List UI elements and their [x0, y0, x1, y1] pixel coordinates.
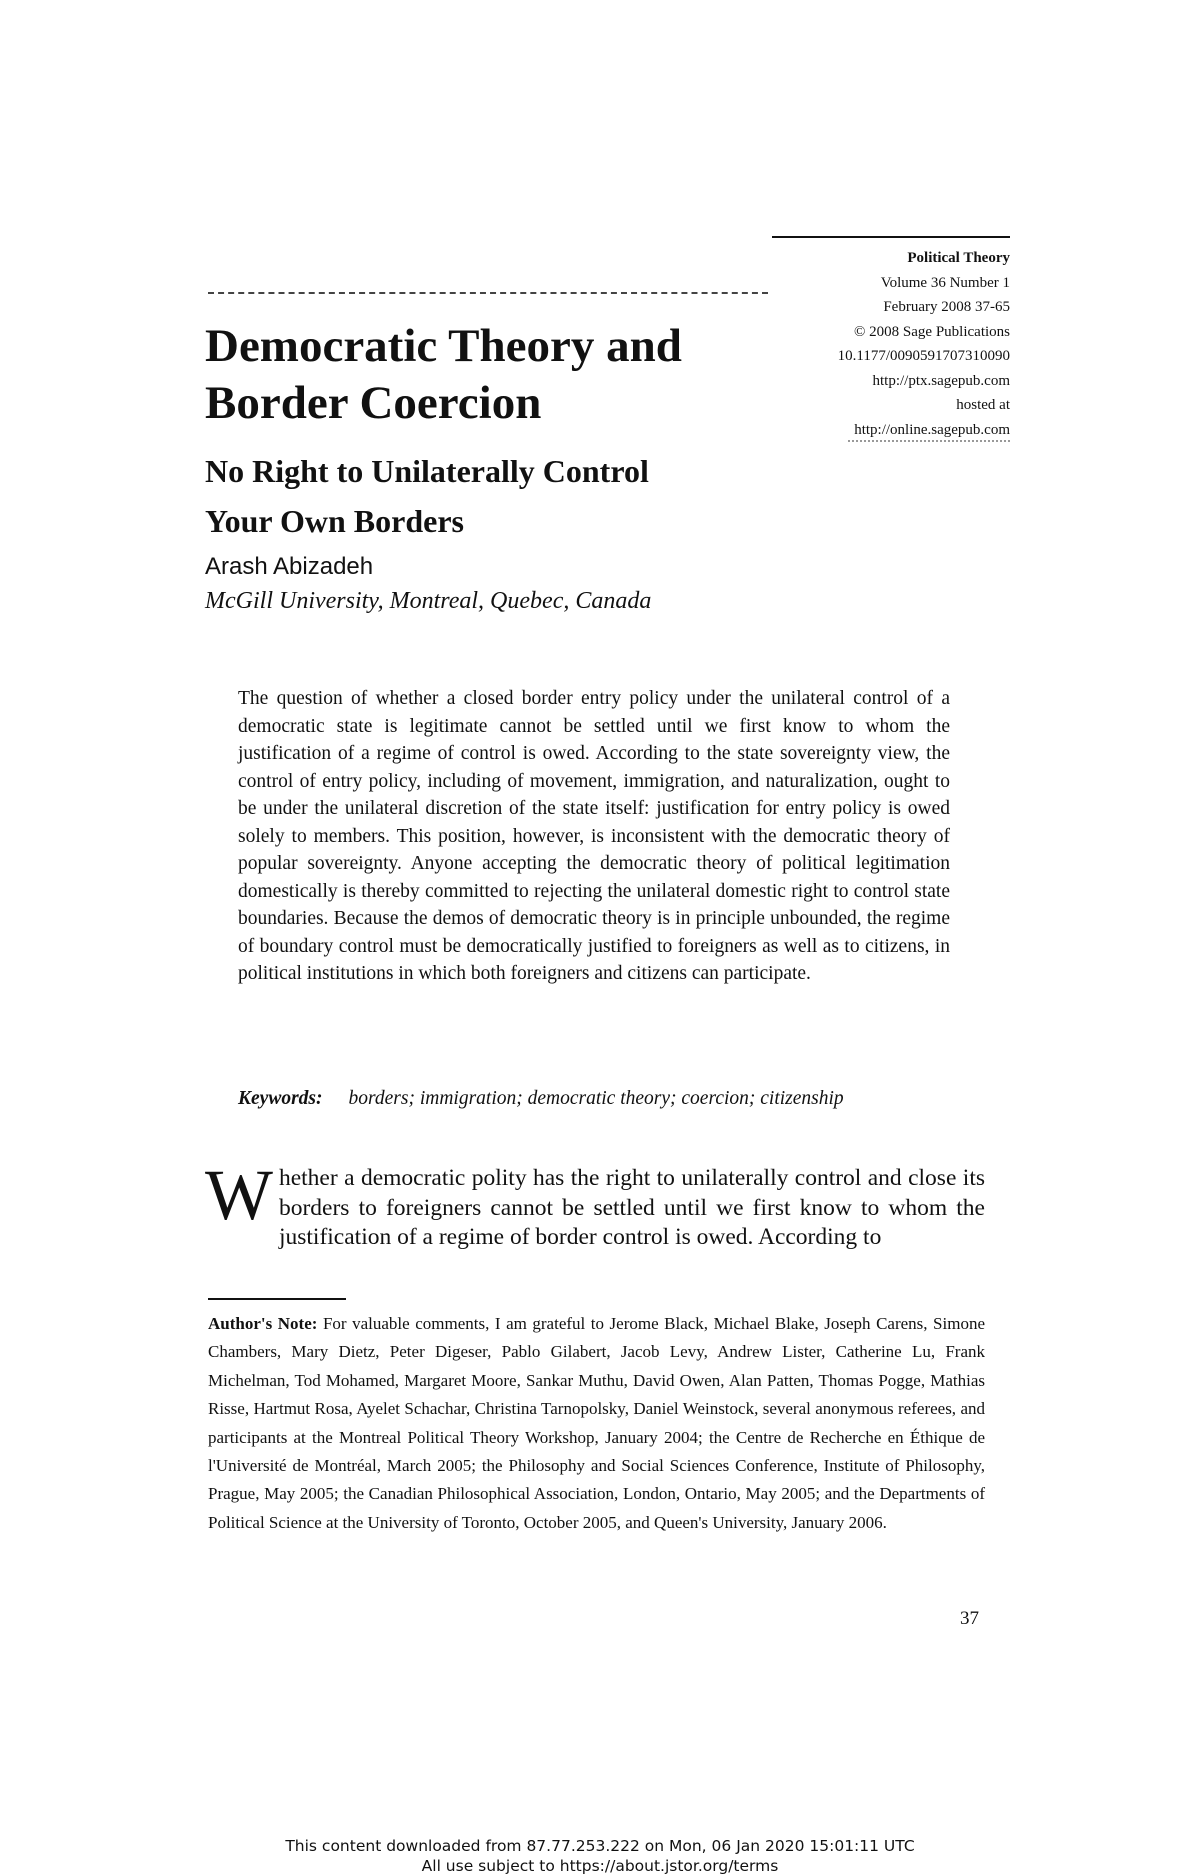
- article-subtitle: [205, 446, 649, 546]
- journal-url[interactable]: http://ptx.sagepub.com: [872, 372, 1010, 389]
- journal-info-bottom-rule: [848, 440, 1010, 442]
- journal-info: [838, 246, 1010, 442]
- footnote-rule: [208, 1298, 346, 1300]
- article-title: [205, 318, 682, 432]
- journal-hosted-url[interactable]: http://online.sagepub.com: [854, 421, 1010, 438]
- author-name: Arash Abizadeh: [205, 553, 374, 580]
- header-dashed-rule: [208, 292, 768, 294]
- journal-date-pages: February 2008 37-65: [883, 299, 1010, 315]
- journal-info-rule: [772, 236, 1010, 238]
- keywords-value: borders; immigration; democratic theory; coercion; citizenship: [348, 1088, 844, 1109]
- keywords: [238, 1088, 998, 1110]
- journal-copyright: © 2008 Sage Publications: [854, 323, 1010, 340]
- journal-name: Political Theory: [907, 250, 1010, 266]
- download-note: [0, 1836, 1200, 1876]
- author-affiliation: McGill University, Montreal, Quebec, Canada: [205, 588, 652, 614]
- journal-doi: 10.1177/0090591707310090: [837, 348, 1010, 364]
- body-text: hether a democratic polity has the right to unilaterally control and close its borders to foreigners cannot be settled until we first know to whom the justification of a regime of border control is owed. According to: [278, 1165, 985, 1250]
- article-subtitle-line-2: Your Own Borders: [205, 503, 464, 539]
- article-title-line-2: Border Coercion: [205, 377, 542, 429]
- article-subtitle-line-1: No Right to Unilaterally Control: [205, 453, 649, 489]
- authors-note-label: Author's Note:: [208, 1314, 318, 1333]
- keywords-label: Keywords:: [238, 1088, 323, 1109]
- authors-note: [208, 1310, 985, 1537]
- authors-note-text: For valuable comments, I am grateful to Jerome Black, Michael Blake, Joseph Carens, Simone Chambers, Mary Dietz, Peter Digeser, Pablo Gilabert, Jacob Levy, Andrew Lister, Catherine Lu, Frank Michelman, Tod Mohamed, Margaret Moore, Sankar Muthu, David Owen, Alan Patten, Thomas Pogge, Mathias Risse, Hartmut Rosa, Ayelet Schachar, Christina Tarnopolsky, Daniel Weinstock, several anonymous referees, and participants at the Montreal Political Theory Workshop, January 2004; the Centre de Recherche en Éthique de l'Université de Montréal, March 2005; the Philosophy and Social Sciences Conference, Institute of Philosophy, Prague, May 2005; the Canadian Philosophical Association, London, Ontario, May 2005; and the Departments of Political Science at the University of Toronto, October 2005, and Queen's University, January 2006.: [208, 1314, 985, 1532]
- drop-cap: W: [205, 1155, 273, 1235]
- journal-volume: Volume 36 Number 1: [880, 274, 1010, 291]
- page-number: 37: [960, 1608, 979, 1629]
- download-note-line-1: This content downloaded from 87.77.253.222 on Mon, 06 Jan 2020 15:01:11 UTC: [285, 1837, 915, 1855]
- abstract: The question of whether a closed border entry policy under the unilateral control of a democratic state is legitimate cannot be settled until we first know to whom the justification of a regime of control is owed. According to the state sovereignty view, the control of entry policy, including of movement, immigration, and naturalization, ought to be under the unilateral discretion of the state itself: justification for entry policy is owed solely to members. This position, however, is inconsistent with the democratic theory of popular sovereignty. Anyone accepting the democratic theory of political legitimation domestically is thereby committed to rejecting the unilateral domestic right to control state boundaries. Because the demos of democratic theory is in principle unbounded, the regime of boundary control must be democratically justified to foreigners as well as to citizens, in political institutions in which both foreigners and citizens can participate.: [238, 688, 950, 984]
- journal-hosted: hosted at: [956, 397, 1010, 413]
- body-paragraph: [205, 1155, 985, 1253]
- article-title-line-1: Democratic Theory and: [205, 320, 682, 372]
- download-note-terms-link[interactable]: All use subject to https://about.jstor.org/terms: [421, 1857, 779, 1875]
